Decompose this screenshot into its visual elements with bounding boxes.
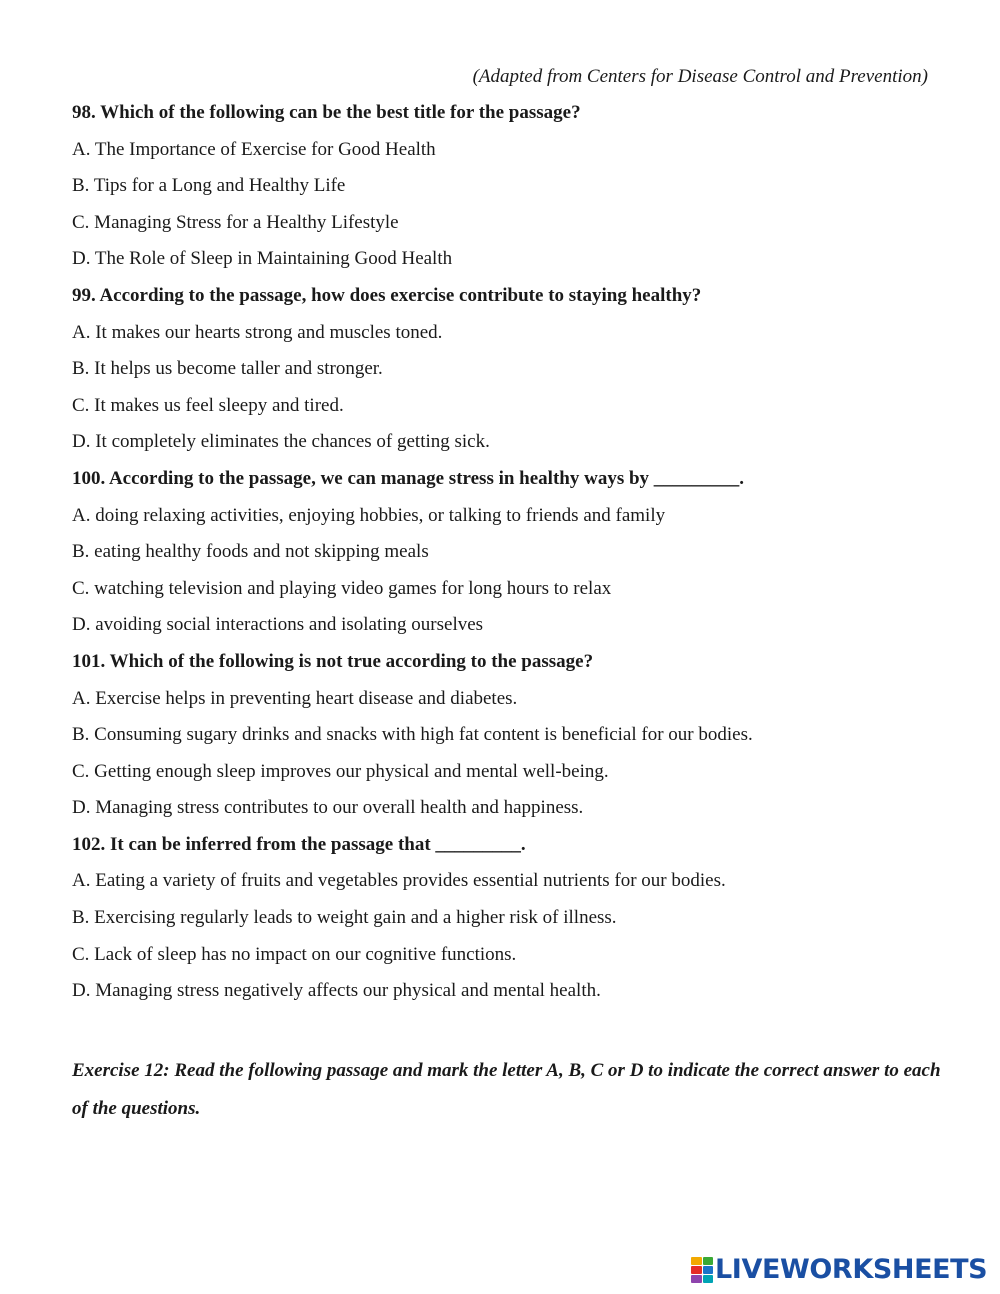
logo-text: LIVEWORKSHEETS — [715, 1254, 988, 1285]
question-prompt: 102. It can be inferred from the passage that _________. — [72, 833, 526, 855]
answer-option: C. Getting enough sleep improves our physical and mental well-being. — [72, 760, 609, 782]
answer-option: A. Eating a variety of fruits and vegetables provides essential nutrients for our bodies. — [72, 870, 726, 892]
answer-option: B. Consuming sugary drinks and snacks with high fat content is beneficial for our bodies. — [72, 724, 753, 746]
answer-option: D. Managing stress contributes to our overall health and happiness. — [72, 797, 584, 819]
question-prompt: 100. According to the passage, we can manage stress in healthy ways by _________. — [72, 467, 745, 489]
answer-option: D. avoiding social interactions and isolating ourselves — [72, 614, 484, 636]
answer-option: C. It makes us feel sleepy and tired. — [72, 394, 344, 416]
question-prompt: 99. According to the passage, how does exercise contribute to staying healthy? — [72, 284, 702, 306]
answer-option: A. The Importance of Exercise for Good Health — [72, 138, 436, 160]
answer-option: C. Managing Stress for a Healthy Lifestyle — [72, 211, 399, 233]
logo-mark-block — [703, 1257, 714, 1265]
logo-mark-block — [691, 1257, 702, 1265]
logo-mark-block — [691, 1266, 702, 1274]
answer-option: B. eating healthy foods and not skipping meals — [72, 541, 429, 563]
answer-option: C. watching television and playing video games for long hours to relax — [72, 577, 612, 599]
question-prompt: 98. Which of the following can be the best title for the passage? — [72, 102, 581, 123]
question-prompt: 101. Which of the following is not true according to the passage? — [72, 650, 594, 672]
questions-container — [72, 100, 952, 1015]
answer-option: B. Exercising regularly leads to weight gain and a higher risk of illness. — [72, 907, 617, 929]
logo-mark-block — [691, 1275, 702, 1283]
liveworksheets-logo — [691, 1254, 987, 1286]
answer-option: B. Tips for a Long and Healthy Life — [72, 175, 346, 197]
answer-option: A. doing relaxing activities, enjoying hobbies, or talking to friends and family — [72, 504, 666, 526]
logo-mark-block — [703, 1275, 714, 1283]
answer-option: A. It makes our hearts strong and muscles toned. — [72, 321, 443, 343]
answer-option: D. Managing stress negatively affects our physical and mental health. — [72, 980, 601, 1002]
exercise-instruction: Exercise 12: Read the following passage and mark the letter A, B, C or D to indicate the correct answer to each of the questions. — [72, 1060, 941, 1119]
liveworksheets-logo-icon — [691, 1257, 713, 1283]
answer-option: C. Lack of sleep has no impact on our cognitive functions. — [72, 943, 517, 965]
answer-option: B. It helps us become taller and stronger. — [72, 358, 383, 380]
answer-option: D. It completely eliminates the chances of getting sick. — [72, 431, 490, 453]
answer-option: A. Exercise helps in preventing heart disease and diabetes. — [72, 687, 518, 709]
logo-mark-block — [703, 1266, 714, 1274]
source-attribution: (Adapted from Centers for Disease Control and Prevention) — [472, 66, 928, 87]
answer-option: D. The Role of Sleep in Maintaining Good Health — [72, 248, 453, 270]
